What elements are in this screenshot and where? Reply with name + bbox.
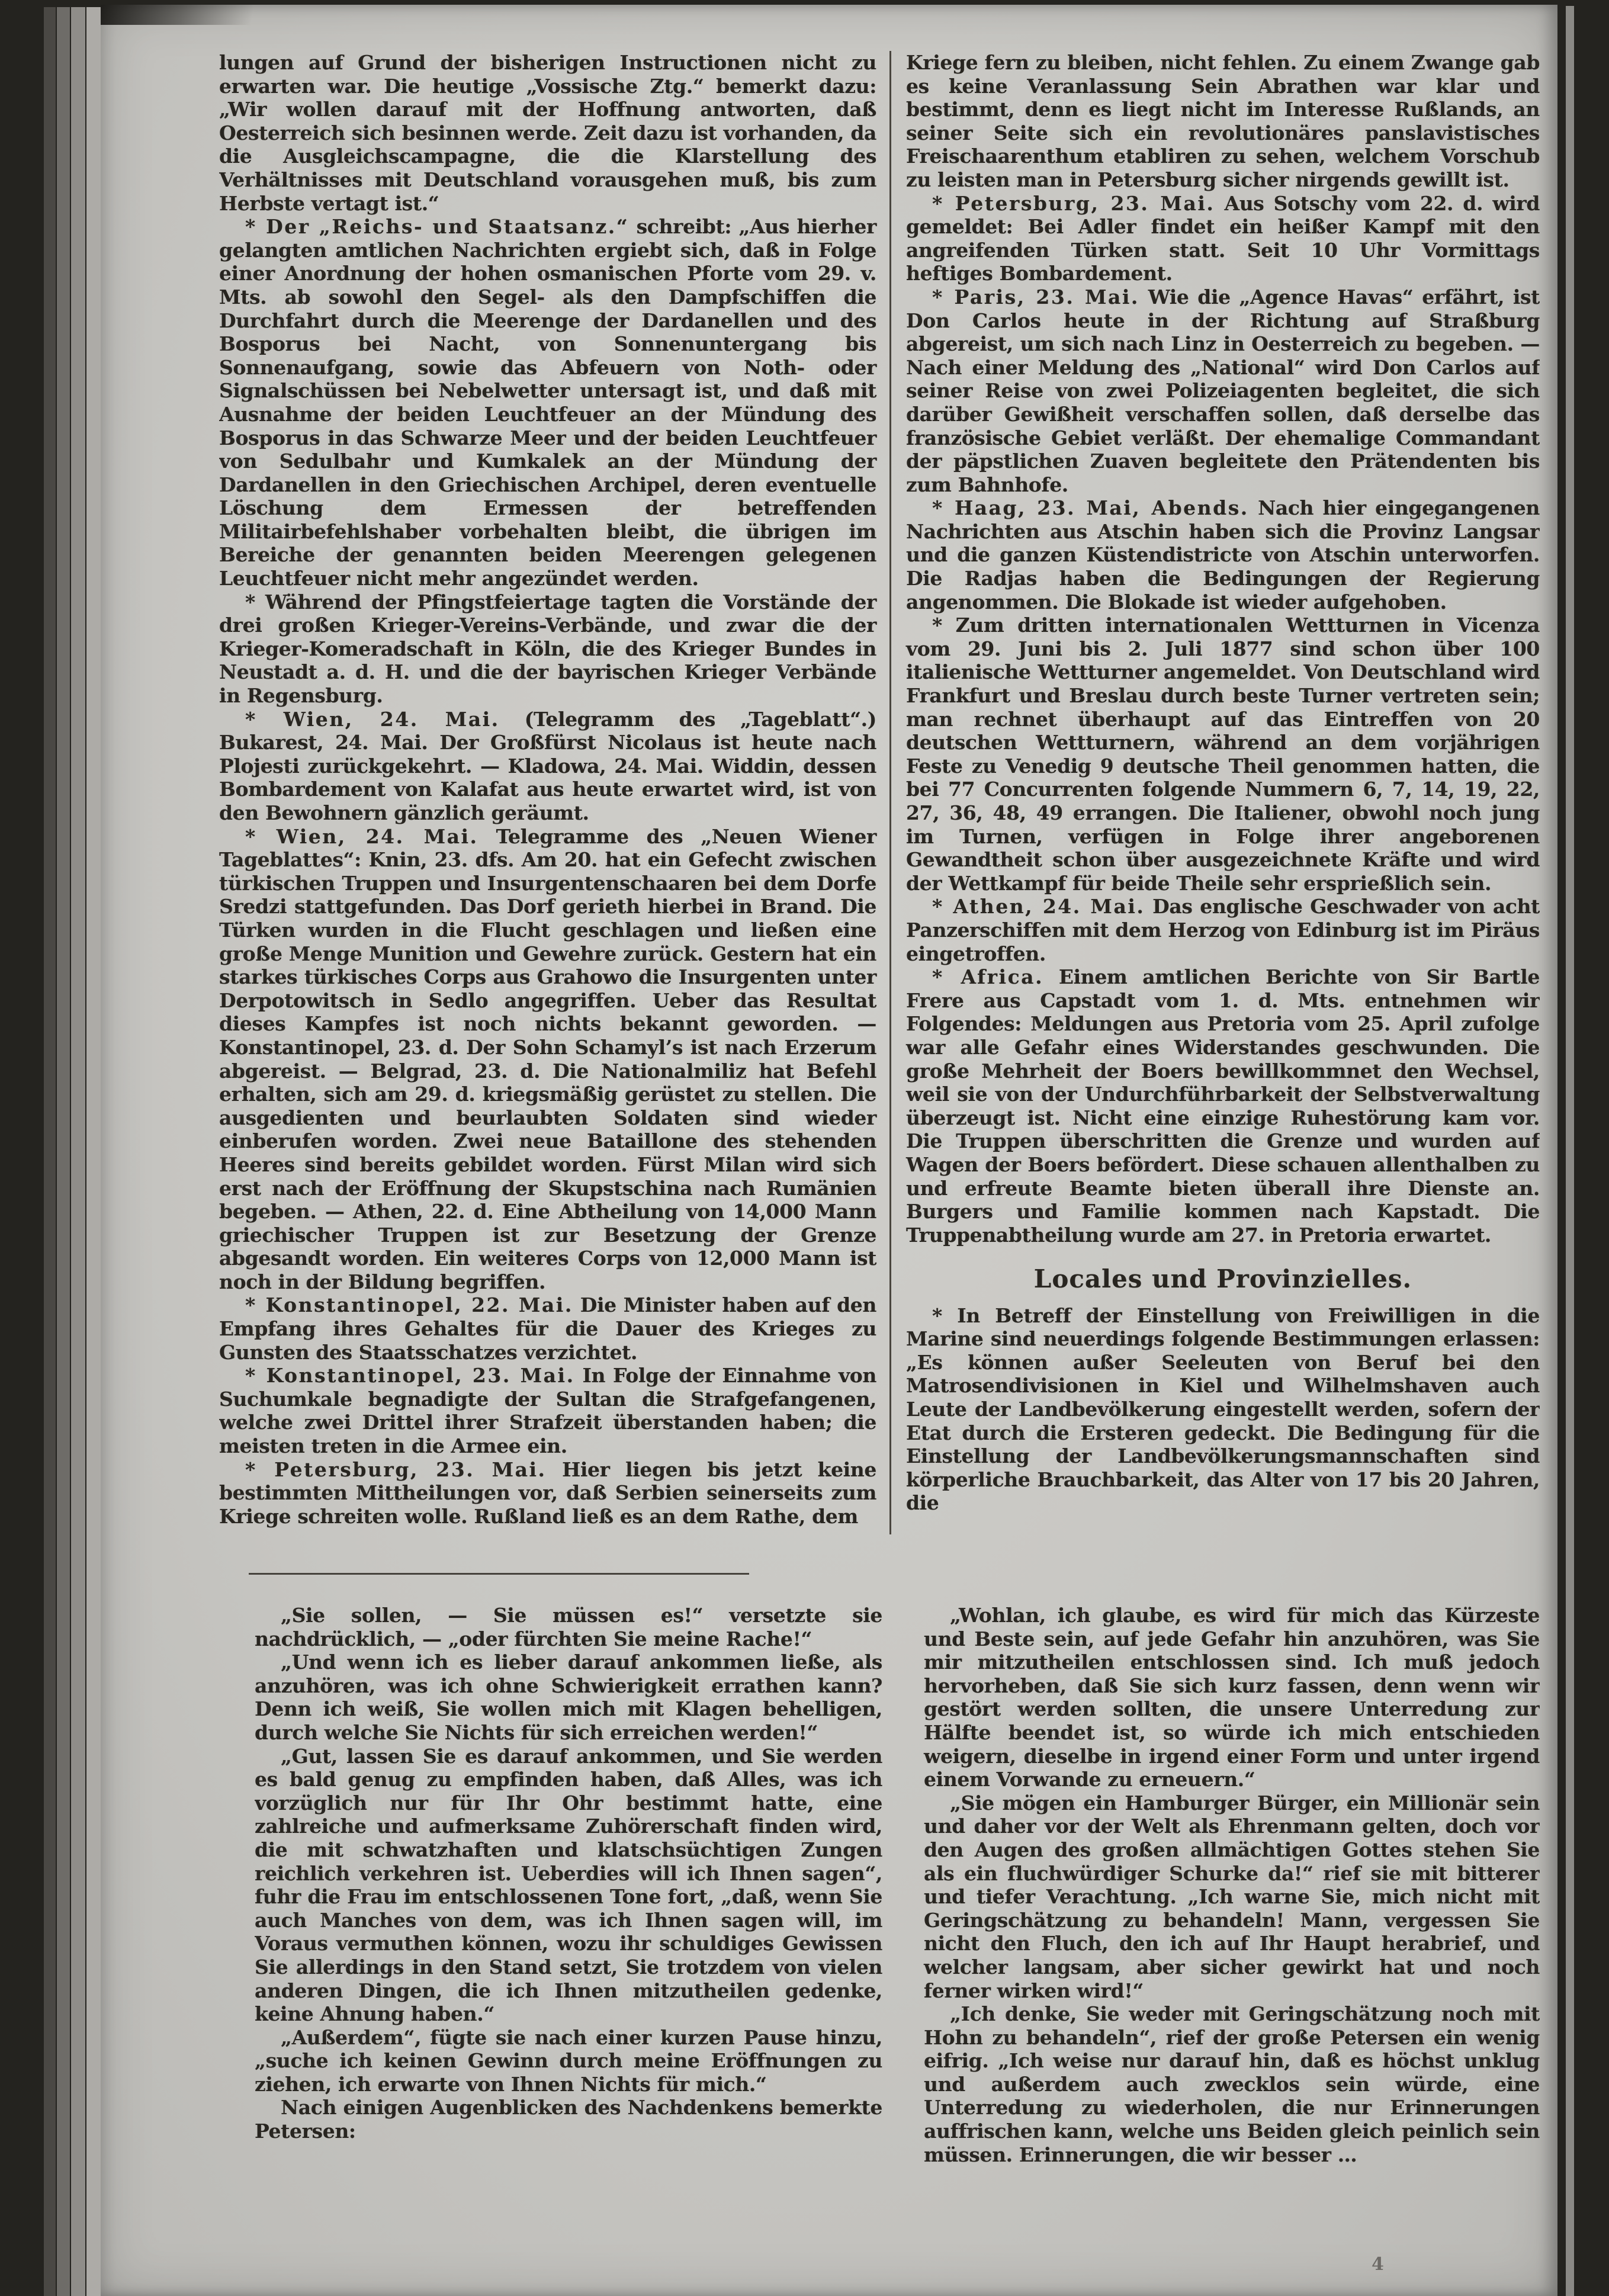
feuilleton-left-column [255,1604,882,2187]
paragraph: „Und wenn ich es lieber darauf ankommen ließe, als anzuhören, was ich ohne Schwierigkeit errathen kann? Denn ich weiß, Sie wollen mich mit Klagen behelligen, durch welche Sie Nichts für sich erreichen werden!“ [255,1650,882,1744]
paragraph: * Konstantinopel, 22. Mai. Die Minister haben auf den Empfang ihres Gehaltes für die Dauer des Krieges zu Gunsten des Staatsschatzes verzichtet. [219,1293,876,1364]
dateline-lead: * Africa. [932,965,1044,989]
paragraph: * Während der Pfingstfeiertage tagten die Vorstände der drei großen Krieger-Vereins-Verbände, und zwar die der Krieger-Komeradschaft in Köln, die des Krieger Bundes in Neustadt a. d. H. und die der bayrischen Krieger Verbände in Regensburg. [219,590,876,708]
book-page-edge-3 [71,7,85,2296]
paragraph: „Ich denke, Sie weder mit Geringschätzung noch mit Hohn zu behandeln“, rief der große Petersen ein wenig eifrig. „Ich weise nur darauf hin, daß es höchst unklug und außerdem auch zwecklos sein würde, eine Unterredung zu wiederholen, die nur Erinnerungen auffrischen kann, welche uns Beiden gleich peinlich sein müssen. Erinnerungen, die wir besser … [924,2002,1540,2166]
news-right-after-header [906,1304,1540,1515]
adjacent-page-edge [1566,6,1574,2296]
feuilleton-right-column [924,1604,1540,2187]
paragraph: lungen auf Grund der bisherigen Instructionen nicht zu erwarten war. Die heutige „Vossische Ztg.“ bemerkt dazu: „Wir wollen darauf mit der Hoffnung antworten, daß Oesterreich sich besinnen werde. Zeit dazu ist vorhanden, da die Ausgleichscampagne, die die Klarstellung des Verhältnisses mit Deutschland vorausgehen muß, bis zum Herbste vertagt ist.“ [219,51,876,215]
page-corner-shadow [101,5,302,25]
paragraph: * Der „Reichs- und Staatsanz.“ schreibt: „Aus hierher gelangten amtlichen Nachrichten ergiebt sich, daß in Folge einer Anordnung der hohen osmanischen Pforte vom 29. v. Mts. ab sowohl den Segel- als den Dampfschiffen die Durchfahrt durch die Meerenge der Dardanellen und des Bosporus bei Nacht, von Sonnenuntergang bis Sonnenaufgang, sowie das Abfeuern von Noth- oder Signalschüssen bei Nebelwetter untersagt ist, und daß mit Ausnahme der beiden Leuchtfeuer an der Mündung des Bosporus in das Schwarze Meer und der beiden Leuchtfeuer von Sedulbahr und Kumkalek an der Mündung der Dardanellen in den Griechischen Archipel, deren eventuelle Löschung dem Ermessen der betreffenden Militairbefehlshaber vorbehalten bleibt, die übrigen im Bereiche der genannten beiden Meerengen gelegenen Leuchtfeuer nicht mehr angezündet werden. [219,215,876,590]
paragraph: „Sie sollen, — Sie müssen es!“ versetzte sie nachdrücklich, — „oder fürchten Sie meine Rache!“ [255,1604,882,1650]
paragraph: „Gut, lassen Sie es darauf ankommen, und Sie werden es bald genug zu empfinden haben, daß Alles, was ich vorzüglich nur für Ihr Ohr bestimmt hatte, eine zahlreiche und aufmerksame Zuhörerschaft finden wird, die mit schwatzhaften und klatschsüchtigen Zungen reichlich verkehren ist. Ueberdies will ich Ihnen sagen“, fuhr die Frau im entschlossenen Tone fort, „daß, wenn Sie auch Manches von dem, was ich Ihnen sagen will, im Voraus vermuthen können, wozu ihr schuldiges Gewissen Sie allerdings in den Stand setzt, Sie trotzdem von vielen anderen Dingen, die ich Ihnen mitzutheilen gedenke, keine Ahnung haben.“ [255,1744,882,2026]
news-right-before-header [906,51,1540,1247]
paragraph: * Wien, 24. Mai. Telegramme des „Neuen Wiener Tageblattes“: Knin, 23. dfs. Am 20. hat ein Gefecht zwischen türkischen Truppen und Insurgentenschaaren bei dem Dorfe Sredzi stattgefunden. Das Dorf gerieth hierbei in Brand. Die Türken wurden in die Flucht geschlagen und ließen eine große Menge Munition und Gewehre zurück. Gestern hat ein starkes türkisches Corps aus Grahowo die Insurgenten unter Derpotowitsch in Sedlo angegriffen. Ueber das Resultat dieses Kampfes ist noch nichts bekannt geworden. — Konstantinopel, 23. d. Der Sohn Schamyl’s ist nach Erzerum abgereist. — Belgrad, 23. d. Die Nationalmiliz hat Befehl erhalten, sich am 29. d. kriegsmäßig gerüstet zu stellen. Die ausgedienten und beurlaubten Soldaten sind wieder einberufen worden. Zwei neue Bataillone des stehenden Heeres sind bereits gebildet worden. Fürst Milan wird sich erst nach der Eröffnung der Skupstschina nach Rumänien begeben. — Athen, 22. d. Eine Abtheilung von 14,000 Mann griechischer Truppen ist zur Besetzung der Grenze abgesandt worden. Ein weiteres Corps von 12,000 Mann ist noch in der Bildung begriffen. [219,824,876,1293]
book-page-edge-1 [44,7,56,2296]
paragraph: * Zum dritten internationalen Wettturnen in Vicenza vom 29. Juni bis 2. Juli 1877 sind schon über 100 italienische Wettturner angemeldet. Von Deutschland wird Frankfurt und Breslau durch beste Turner vertreten sein; man rechnet überhaupt auf das Eintreffen von 20 deutschen Wettturnern, während an dem vorjährigen Feste zu Venedig 9 deutsche Theil genommen hatten, die bei 77 Concurrenten folgende Nummern 6, 7, 14, 19, 22, 27, 36, 48, 49 errangen. Die Italiener, obwohl noch jung im Turnen, verfügen in Folge ihrer angeborenen Gewandtheit schon über ausgezeichnete Kräfte und wird der Wettkampf für beide Theile sehr ersprießlich sein. [906,614,1540,895]
column-divider-rule [889,51,891,1534]
dateline-lead: * Der „Reichs- und Staatsanz.“ [245,215,630,239]
paragraph: * Petersburg, 23. Mai. Hier liegen bis jetzt keine bestimmten Mittheilungen vor, daß Serbien seinerseits zum Kriege schreiten wolle. Rußland ließ es an dem Rathe, dem [219,1457,876,1528]
paragraph: * Petersburg, 23. Mai. Aus Sotschy vom 22. d. wird gemeldet: Bei Adler findet ein heißer Kampf mit den angreifenden Türken statt. Seit 10 Uhr Vormittags heftiges Bombardement. [906,191,1540,285]
paragraph: „Wohlan, ich glaube, es wird für mich das Kürzeste und Beste sein, auf jede Gefahr hin anzuhören, was Sie mir mitzutheilen entschlossen sind. Ich muß jedoch hervorheben, daß Sie sich kurz fassen, denn wenn wir gestört werden sollten, die unsere Unterredung zur Hälfte beendet ist, so würde ich mich entschieden weigern, dieselbe in irgend einer Form und unter irgend einem Vorwande zu erneuern.“ [924,1604,1540,1791]
news-right-column [906,51,1540,1534]
paragraph: * Haag, 23. Mai, Abends. Nach hier eingegangenen Nachrichten aus Atschin haben sich die Provinz Langsar und die ganzen Küstendistricte von Atschin unterworfen. Die Radjas haben die Bedingungen der Regierung angenommen. Die Blokade ist wieder aufgehoben. [906,496,1540,614]
dateline-lead: * Athen, 24. Mai. [932,895,1145,919]
newspaper-paper [101,5,1557,2296]
news-section [219,51,1540,1534]
paragraph: „Außerdem“, fügte sie nach einer kurzen Pause hinzu, „suche ich keinen Gewinn durch meine Eröffnungen zu ziehen, ich erwarte von Ihnen Nichts für mich.“ [255,2025,882,2096]
dateline-lead: * Konstantinopel, 23. Mai. [245,1364,575,1388]
dateline-lead: * Haag, 23. Mai, Abends. [932,496,1249,520]
paragraph: * Konstantinopel, 23. Mai. In Folge der Einnahme von Suchumkale begnadigte der Sultan die Strafgefangenen, welche zwei Drittel ihrer Strafzeit überstanden haben; die meisten treten in die Armee ein. [219,1364,877,1458]
paragraph: „Sie mögen ein Hamburger Bürger, ein Millionär sein und daher vor der Welt als Ehrenmann gelten, doch vor den Augen des großen allmächtigen Gottes stehen Sie als ein fluchwürdiger Schurke da!“ rief sie mit bitterer und tiefer Verachtung. „Ich warne Sie, mich nicht mit Geringschätzung zu behandeln! Mann, vergessen Sie nicht den Fluch, den ich auf Ihr Haupt herabrief, und welcher langsam, aber sicher gewirkt hat und noch ferner wirken wird!“ [924,1791,1540,2002]
paragraph: Kriege fern zu bleiben, nicht fehlen. Zu einem Zwange gab es keine Veranlassung Sein Abrathen war klar und bestimmt, denn es liegt nicht im Interesse Rußlands, an seiner Seite sich ein revolutionäres panslavistisches Freischaarenthum etabliren zu sehen, welchem Vorschub zu leisten man in Petersburg sicher nirgends gewillt ist. [906,51,1540,191]
dateline-lead: * Wien, 24. Mai. [245,824,478,848]
feuilleton-divider-rule [249,1573,749,1575]
book-page-edge-2 [57,7,70,2296]
paragraph: * Athen, 24. Mai. Das englische Geschwader von acht Panzerschiffen mit dem Herzog von Edinburg ist im Piräus eingetroffen. [906,895,1540,965]
paragraph: Nach einigen Augenblicken des Nachdenkens bemerkte Petersen: [255,2096,882,2143]
news-left-column [219,51,876,1534]
paragraph: * Wien, 24. Mai. (Telegramm des „Tageblatt“.) Bukarest, 24. Mai. Der Großfürst Nicolaus ist heute nach Plojesti zurückgekehrt. — Kladowa, 24. Mai. Widdin, dessen Bombardement von Kalafat aus heute erwartet wird, ist von den Bewohnern gänzlich geräumt. [219,707,876,824]
section-header-locales-und-provinzielles: Locales und Provinzielles. [1033,1264,1412,1294]
paragraph: * Africa. Einem amtlichen Berichte von Sir Bartle Frere aus Capstadt vom 1. d. Mts. entnehmen wir Folgendes: Meldungen aus Pretoria vom 25. April zufolge war alle Gefahr eines Widerstandes geschwunden. Die große Mehrheit der Boers bewillkommnet den Wechsel, weil sie von der Undurchführbarkeit der Selbstverwaltung überzeugt ist. Nicht eine einzige Ruhestörung kam vor. Die Truppen überschritten die Grenze und wurden auf Wagen der Boers befördert. Diese schauen allenthalben zu und erfreute Beamte bieten überall ihre Dienste an. Burgers und Familie kommen nach Kapstadt. Die Truppenabtheilung wurde am 27. in Pretoria erwartet. [906,965,1540,1247]
paragraph: * In Betreff der Einstellung von Freiwilligen in die Marine sind neuerdings folgende Bestimmungen erlassen: „Es können außer Seeleuten von Beruf bei den Matrosendivisionen in Kiel und Wilhelmshaven auch Leute der Landbevölkerung eingestellt werden, sofern der Etat durch die Ersteren gedeckt. Die Bedingung für die Einstellung der Landbevölkerungsmannschaften sind körperliche Brauchbarkeit, das Alter von 17 bis 20 Jahren, die [906,1303,1540,1515]
feuilleton-section [255,1604,1540,2187]
signature-mark: 4 [1372,2254,1384,2275]
dateline-lead: * Wien, 24. Mai. [245,707,500,731]
book-page-edge-4 [86,7,101,2296]
paragraph: * Paris, 23. Mai. Wie die „Agence Havas“ erfährt, ist Don Carlos heute in der Richtung auf Straßburg abgereist, um sich nach Linz in Oesterreich zu begeben. — Nach einer Meldung des „National“ wird Don Carlos auf seiner Reise von zwei Polizeiagenten begleitet, die sich darüber Gewißheit verschaffen sollen, daß derselbe das französische Gebiet verläßt. Der ehemalige Commandant der päpstlichen Zuaven begleitete den Prätendenten bis zum Bahnhofe. [906,285,1540,496]
feuilleton-column-gap [882,1604,924,2187]
dateline-lead: * Petersburg, 23. Mai. [932,191,1215,215]
dateline-lead: * Petersburg, 23. Mai. [245,1457,547,1481]
dateline-lead: * Paris, 23. Mai. [932,285,1139,309]
dateline-lead: * Konstantinopel, 22. Mai. [245,1293,573,1317]
